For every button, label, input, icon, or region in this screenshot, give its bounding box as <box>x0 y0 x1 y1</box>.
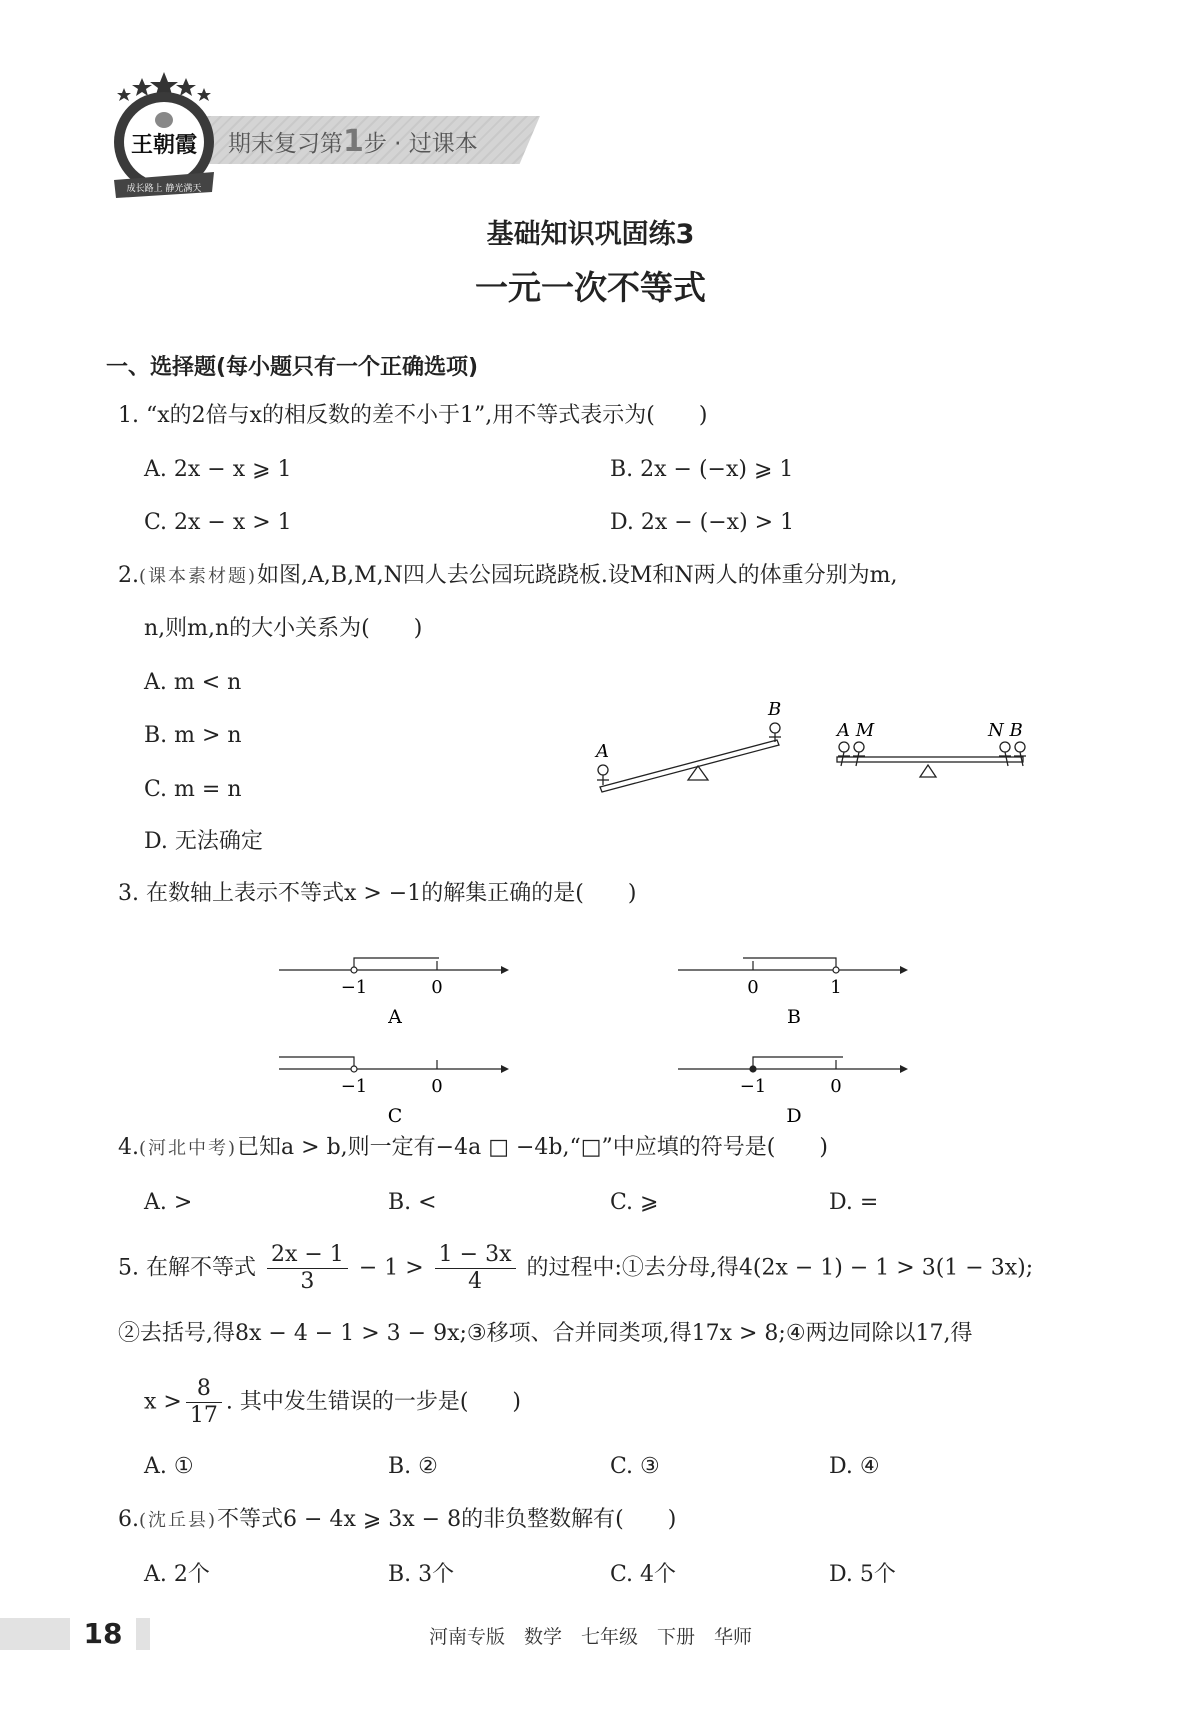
fraction-denominator: 4 <box>468 1269 483 1294</box>
q6-stem <box>118 1507 676 1534</box>
q6-stem-text: 不等式6 − 4x ⩾ 3x − 8的非负整数解有( ) <box>217 1507 677 1532</box>
q2-option-c: C. m = n <box>144 777 242 802</box>
footer-info: 河南专版 数学 七年级 下册 华师 <box>428 1626 752 1648</box>
q5-suffix: 的过程中:①去分母,得4(2x − 1) − 1 > 3(1 − 3x); <box>526 1255 1034 1281</box>
fraction-denominator: 17 <box>189 1403 218 1428</box>
q4-option-b: B. < <box>388 1190 437 1215</box>
tick-label: 0 <box>747 977 759 998</box>
seesaw-figure <box>590 690 1030 800</box>
number-line-option-a <box>279 940 539 1028</box>
axis-arrow <box>900 1065 908 1073</box>
header-band-text <box>228 124 478 159</box>
label-nb-level: N B <box>988 720 1023 741</box>
axis-arrow <box>900 966 908 974</box>
q4-option-a: A. > <box>144 1190 193 1215</box>
fraction-numerator: 2x − 1 <box>267 1242 348 1269</box>
q5-prefix: 5. 在解不等式 <box>118 1255 256 1281</box>
q4-number: 4. <box>118 1135 139 1160</box>
fraction <box>435 1242 516 1295</box>
q3-stem: 3. 在数轴上表示不等式x > −1的解集正确的是( ) <box>118 881 637 906</box>
solution-ray <box>743 958 836 970</box>
tick-label: 0 <box>830 1076 842 1097</box>
tick-label: 0 <box>431 1076 443 1097</box>
tick-label: −1 <box>739 1076 767 1097</box>
q4-option-d: D. = <box>829 1190 879 1215</box>
q5-stem-line1 <box>118 1242 1033 1295</box>
q4-stem-text: 已知a > b,则一定有−4a □ −4b,“□”中应填的符号是( ) <box>237 1135 828 1160</box>
fraction-denominator: 3 <box>300 1269 315 1294</box>
svg-text:成长路上 静光满天: 成长路上 静光满天 <box>126 184 202 194</box>
q5-option-b: B. ② <box>388 1454 438 1479</box>
closed-point <box>750 1066 756 1072</box>
q2-source-tag: (课本素材题) <box>139 566 258 587</box>
fraction <box>267 1242 348 1295</box>
q5-middle: − 1 > <box>358 1255 424 1281</box>
option-label: A <box>388 1006 402 1028</box>
q6-option-d: D. 5个 <box>829 1562 896 1587</box>
label-am-level: A M <box>837 720 875 741</box>
q2-stem-line2: n,则m,n的大小关系为( ) <box>144 616 423 641</box>
q4-source-tag: (河北中考) <box>139 1138 238 1159</box>
q5-stem-line2: ②去括号,得8x − 4 − 1 > 3 − 9x;③移项、合并同类项,得17x > 8;④两边同除以17,得 <box>118 1321 973 1346</box>
number-line-option-d <box>678 1039 938 1127</box>
number-line-option-c <box>279 1039 539 1127</box>
q4-option-c: C. ⩾ <box>610 1190 659 1215</box>
number-line-option-b <box>678 940 938 1028</box>
solution-ray <box>354 958 439 970</box>
q2-option-a: A. m < n <box>144 670 242 695</box>
tick-label: 0 <box>431 977 443 998</box>
q5-line3-suffix: . 其中发生错误的一步是( ) <box>225 1389 521 1415</box>
q6-number: 6. <box>118 1507 139 1532</box>
fraction-numerator: 1 − 3x <box>435 1242 516 1269</box>
q6-option-c: C. 4个 <box>610 1562 677 1587</box>
band-prefix: 期末复习第 <box>228 131 343 157</box>
label-a-tilted: A <box>596 741 609 762</box>
solution-ray <box>753 1057 843 1069</box>
q6-option-b: B. 3个 <box>388 1562 455 1587</box>
svg-text:王朝霞: 王朝霞 <box>130 132 198 158</box>
axis-arrow <box>501 966 509 974</box>
q5-line3-prefix: x > <box>144 1389 182 1415</box>
q5-option-a: A. ① <box>144 1454 194 1479</box>
band-step-number: 1 <box>343 124 364 159</box>
q1-stem: 1. “x的2倍与x的相反数的差不小于1”,用不等式表示为( ) <box>118 403 708 428</box>
open-point <box>351 967 357 973</box>
q4-stem <box>118 1135 828 1162</box>
q6-source-tag: (沈丘县) <box>139 1510 218 1531</box>
q2-stem-text: 如图,A,B,M,N四人去公园玩跷跷板.设M和N两人的体重分别为m, <box>257 563 898 588</box>
brand-logo <box>108 72 220 202</box>
q1-option-c: C. 2x − x > 1 <box>144 510 292 535</box>
tick-label: −1 <box>340 977 368 998</box>
axis-arrow <box>501 1065 509 1073</box>
section-heading: 一、选择题(每小题只有一个正确选项) <box>106 355 479 380</box>
q1-option-a: A. 2x − x ⩾ 1 <box>144 457 292 482</box>
fraction-numerator: 8 <box>186 1376 222 1403</box>
q5-stem-line3 <box>144 1376 521 1429</box>
option-label: C <box>387 1105 403 1127</box>
q5-option-d: D. ④ <box>829 1454 880 1479</box>
open-point <box>351 1066 357 1072</box>
band-suffix: 步 · 过课本 <box>363 131 478 157</box>
label-b-tilted: B <box>768 699 782 720</box>
fraction <box>186 1376 222 1429</box>
q2-stem-line1 <box>118 563 897 590</box>
open-point <box>833 967 839 973</box>
solution-ray <box>279 1057 354 1069</box>
q2-option-b: B. m > n <box>144 723 242 748</box>
q6-option-a: A. 2个 <box>144 1562 210 1587</box>
exercise-title: 基础知识巩固练3 <box>486 219 695 250</box>
option-label: D <box>786 1105 802 1127</box>
q5-option-c: C. ③ <box>610 1454 660 1479</box>
q1-option-b: B. 2x − (−x) ⩾ 1 <box>610 457 794 482</box>
q2-option-d: D. 无法确定 <box>144 829 263 854</box>
topic-title: 一元一次不等式 <box>475 268 706 307</box>
tick-label: 1 <box>830 977 842 998</box>
q1-option-d: D. 2x − (−x) > 1 <box>610 510 795 535</box>
q2-number: 2. <box>118 563 139 588</box>
option-label: B <box>787 1006 801 1028</box>
page-number: 18 <box>70 1615 136 1653</box>
tick-label: −1 <box>340 1076 368 1097</box>
